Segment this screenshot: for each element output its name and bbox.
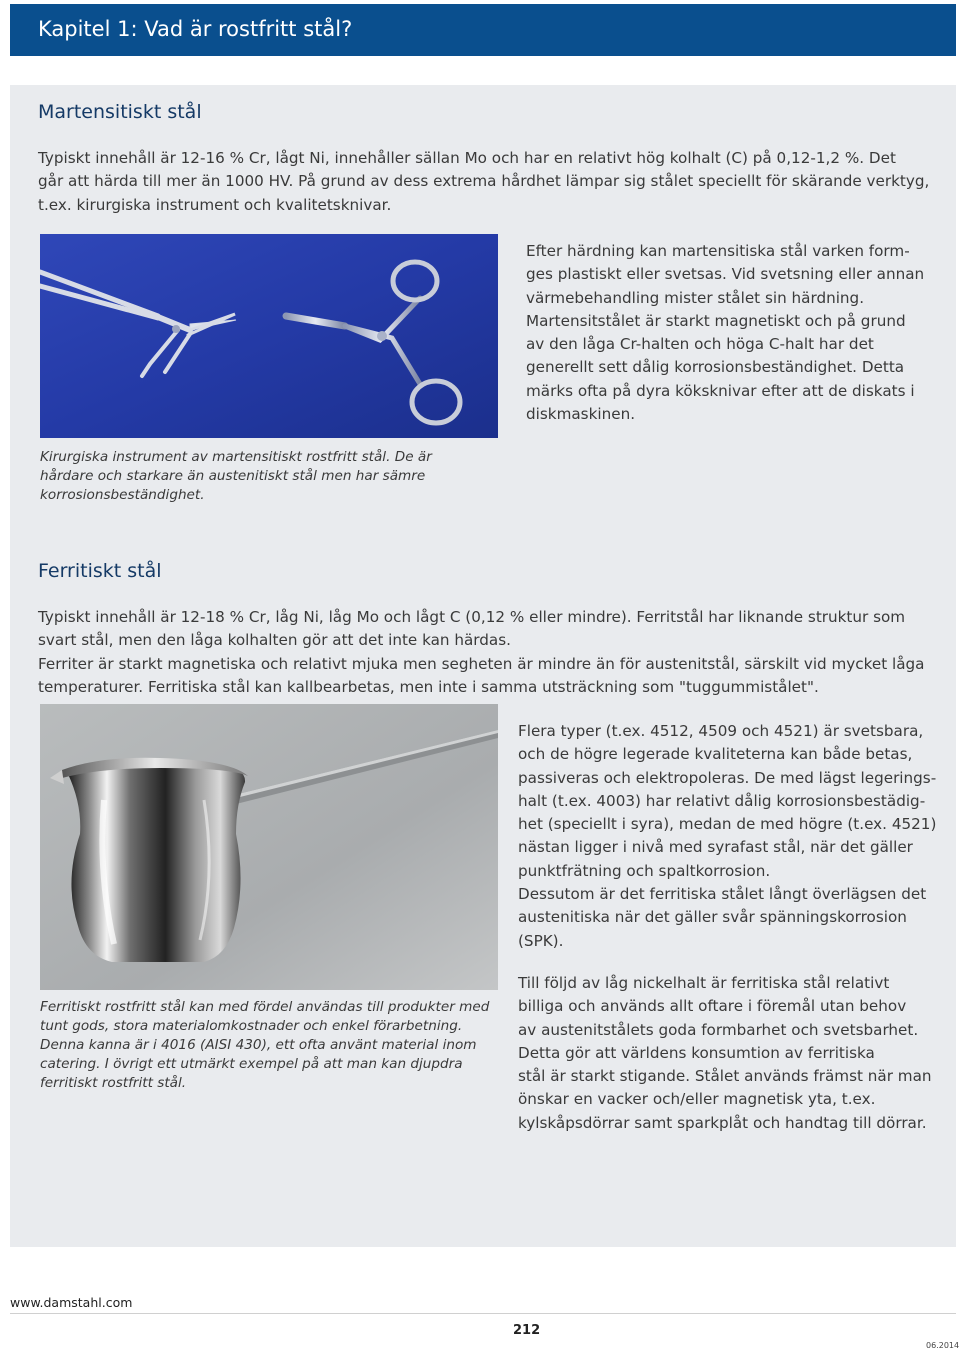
text-line: generellt sett dålig korrosionsbeständighet. Detta bbox=[526, 358, 905, 377]
text-line: går att härda till mer än 1000 HV. På grund av dess extrema hårdhet lämpar sig stålet speciellt för skärande verktyg, bbox=[38, 172, 930, 191]
text-line: billiga och används allt oftare i föremål utan behov bbox=[518, 997, 907, 1016]
chapter-title: Kapitel 1: Vad är rostfritt stål? bbox=[38, 17, 353, 41]
text-line: av austenitstålets goda formbarhet och svetsbarhet. bbox=[518, 1020, 919, 1039]
text-line: diskmaskinen. bbox=[526, 405, 636, 424]
text-line: önskar en vacker och/eller magnetisk yta, t.ex. bbox=[518, 1090, 876, 1109]
text-line: kylskåpsdörrar samt sparkplåt och handtag till dörrar. bbox=[518, 1113, 927, 1132]
text-line: temperaturer. Ferritiska stål kan kallbearbetas, men inte i samma utsträckning som "tuggummistålet". bbox=[38, 677, 819, 696]
text-line: Detta gör att världens konsumtion av ferritiska bbox=[518, 1043, 875, 1062]
text-line: märks ofta på dyra köksknivar efter att de diskats i bbox=[526, 381, 915, 400]
text-line: Martensitstålet är starkt magnetiskt och på grund bbox=[526, 311, 906, 330]
text-line: av den låga Cr-halten och höga C-halt har det bbox=[526, 335, 874, 354]
text-line: svart stål, men den låga kolhalten gör att det inte kan härdas. bbox=[38, 631, 511, 650]
text-line: Dessutom är det ferritiska stålet långt överlägsen det bbox=[518, 885, 927, 904]
caption-line: Kirurgiska instrument av martensitiskt rostfritt stål. De är bbox=[40, 449, 432, 465]
ferritic-photo-caption bbox=[40, 998, 489, 1093]
text-line: och de högre legerade kvaliteterna kan både betas, bbox=[518, 745, 913, 764]
text-line: (SPK). bbox=[518, 931, 564, 950]
text-line: Flera typer (t.ex. 4512, 4509 och 4521) är svetsbara, bbox=[518, 722, 924, 740]
publication-date: 06.2014 bbox=[926, 1341, 960, 1350]
martensitic-photo-caption bbox=[40, 448, 432, 505]
text-line: ges plastiskt eller svetsas. Vid svetsning eller annan bbox=[526, 265, 925, 284]
chapter-header-bar bbox=[10, 4, 956, 56]
text-line: austenitiska när det gäller svår spänningskorrosion bbox=[518, 908, 907, 927]
section-heading-martensitic: Martensitiskt stål bbox=[38, 101, 202, 123]
text-line: stål är starkt stigande. Stålet används främst när man bbox=[518, 1067, 932, 1086]
text-line: värmebehandling mister stålet sin härdning. bbox=[526, 288, 865, 307]
caption-line: Denna kanna är i 4016 (AISI 430), ett ofta använt material inom bbox=[40, 1037, 477, 1053]
text-line: Till följd av låg nickelhalt är ferritiska stål relativt bbox=[518, 974, 890, 992]
text-line: Typiskt innehåll är 12-16 % Cr, lågt Ni, innehåller sällan Mo och har en relativt hög kolhalt (C) på 0,12-1,2 %. Det bbox=[38, 149, 896, 167]
section-heading-ferritic: Ferritiskt stål bbox=[38, 560, 162, 582]
footer-divider bbox=[10, 1313, 956, 1314]
text-line: punktfrätning och spaltkorrosion. bbox=[518, 861, 771, 880]
caption-line: catering. I övrigt ett utmärkt exempel på att man kan djupdra bbox=[40, 1056, 463, 1072]
page-number: 212 bbox=[513, 1323, 541, 1338]
steel-pot-photo bbox=[40, 704, 498, 990]
caption-line: hårdare och starkare än austenitiskt stål men har sämre bbox=[40, 468, 426, 484]
steel-pot-image bbox=[40, 704, 498, 990]
ferritic-intro bbox=[38, 606, 925, 699]
text-line: halt (t.ex. 4003) har relativt dålig korrosionsbestädig- bbox=[518, 791, 926, 810]
caption-line: korrosionsbeständighet. bbox=[40, 487, 205, 503]
surgical-instruments-image bbox=[40, 234, 498, 438]
footer-website-link[interactable]: www.damstahl.com bbox=[10, 1295, 133, 1310]
caption-line: ferritiskt rostfritt stål. bbox=[40, 1075, 187, 1091]
surgical-instruments-photo bbox=[40, 234, 498, 438]
text-line: passiveras och elektropoleras. De med lägst legerings- bbox=[518, 768, 937, 787]
ferritic-side-text-1 bbox=[518, 720, 936, 953]
text-line: t.ex. kirurgiska instrument och kvalitetsknivar. bbox=[38, 195, 392, 214]
martensitic-side-text bbox=[526, 240, 924, 426]
text-line: Typiskt innehåll är 12-18 % Cr, låg Ni, låg Mo och lågt C (0,12 % eller mindre). Ferritstål har liknande struktur som bbox=[38, 608, 906, 626]
caption-line: Ferritiskt rostfritt stål kan med fördel användas till produkter med bbox=[40, 999, 490, 1015]
caption-line: tunt gods, stora materialomkostnader och enkel förarbetning. bbox=[40, 1018, 463, 1034]
martensitic-intro bbox=[38, 147, 929, 217]
text-line: Efter härdning kan martensitiska stål varken form- bbox=[526, 242, 910, 260]
text-line: Ferriter är starkt magnetiska och relativt mjuka men segheten är mindre än för austenitstål, särskilt vid mycket låga bbox=[38, 654, 925, 673]
text-line: nästan ligger i nivå med syrafast stål, när det gäller bbox=[518, 838, 913, 857]
text-line: het (speciellt i syra), medan de med högre (t.ex. 4521) bbox=[518, 815, 937, 834]
ferritic-side-text-2 bbox=[518, 972, 932, 1135]
